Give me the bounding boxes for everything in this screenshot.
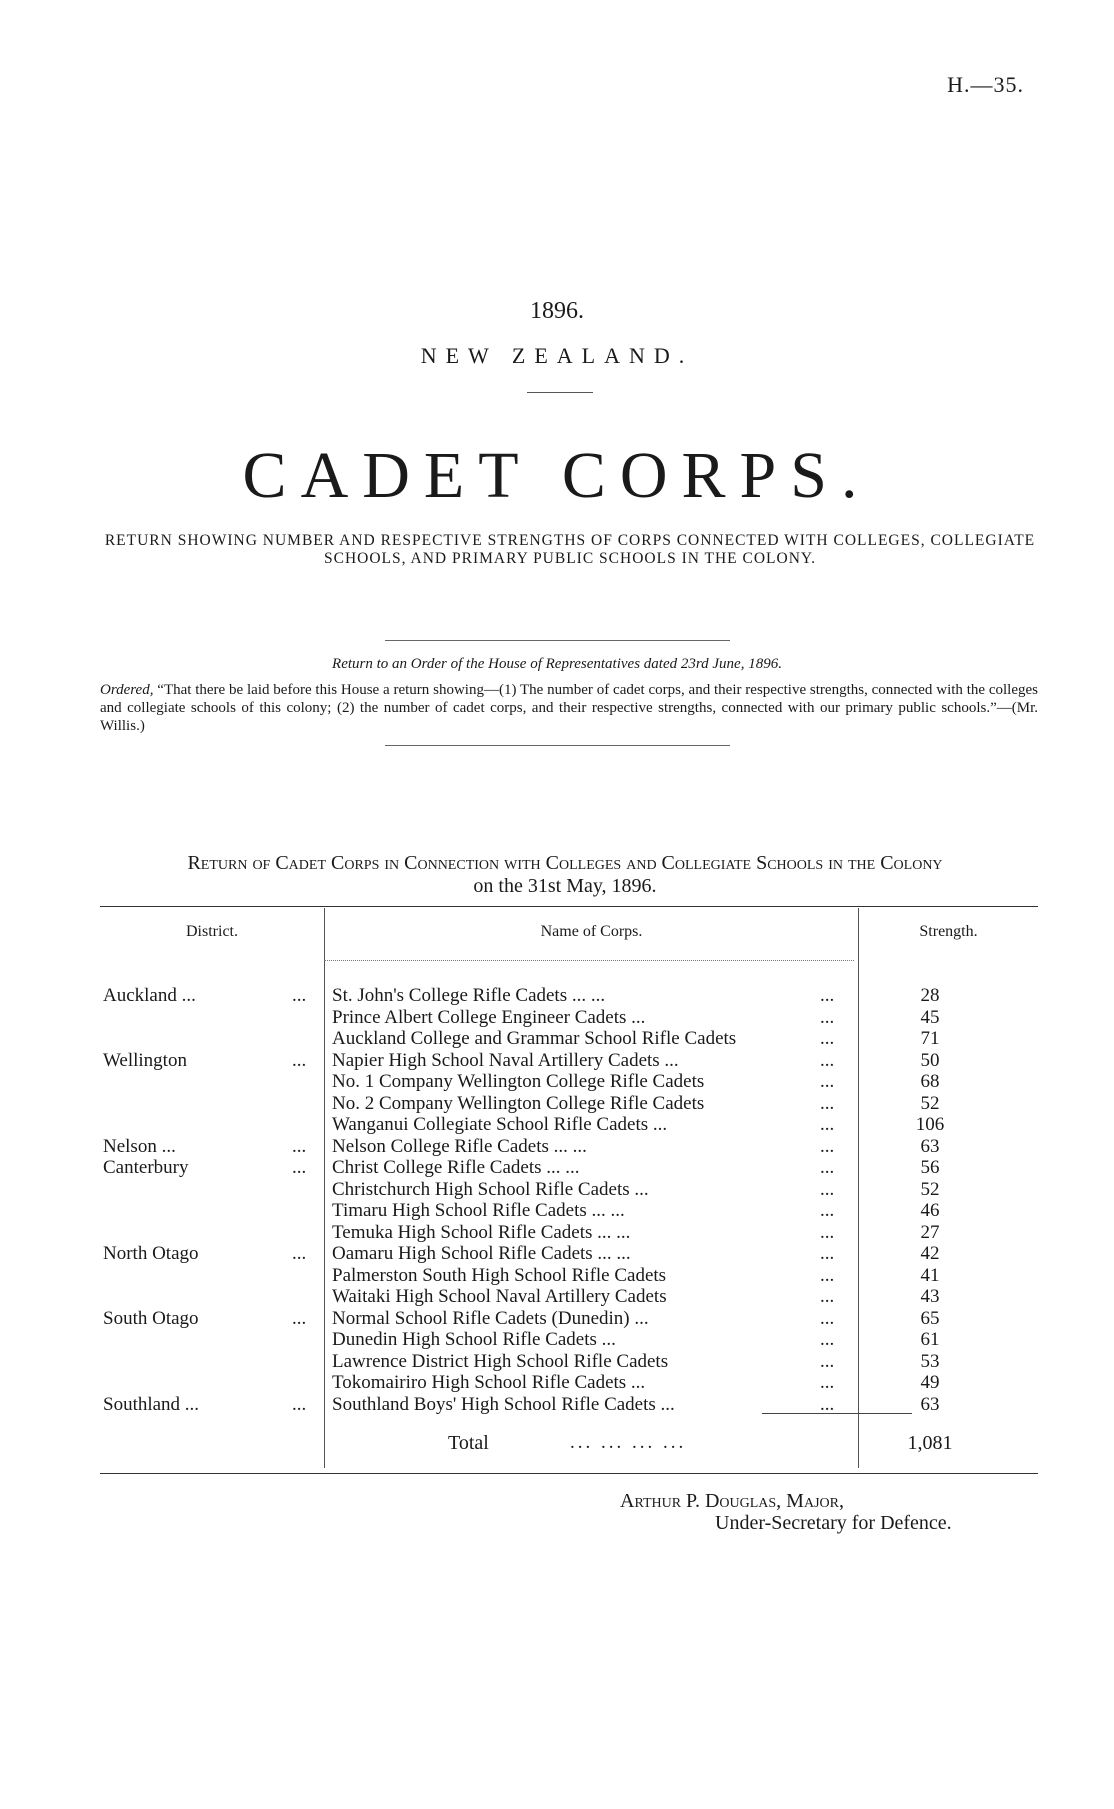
corps-cell: Wanganui Collegiate School Rifle Cadets ...: [332, 1114, 668, 1135]
table-row: [100, 1050, 1038, 1072]
strength-cell: 53: [920, 1350, 940, 1372]
district-leader: ...: [292, 1049, 307, 1071]
title-divider: [527, 392, 593, 393]
corps-leader: ...: [820, 1372, 835, 1393]
corps-cell: Timaru High School Rifle Cadets ... ...: [332, 1200, 625, 1221]
total-leader: ... ... ... ...: [570, 1432, 687, 1453]
corps-leader: ...: [820, 1200, 835, 1221]
strength-cell: 46: [920, 1200, 940, 1221]
table-caption-line1: Return of Cadet Corps in Connection with Colleges and Collegiate Schools in the Colony: [187, 852, 943, 874]
table-row: [100, 1372, 1038, 1394]
document-title: CADET CORPS.: [242, 439, 872, 512]
table-row: [100, 1222, 1038, 1244]
strength-cell: 61: [920, 1329, 940, 1350]
ordered-label: Ordered,: [100, 682, 154, 698]
strength-cell: 43: [920, 1286, 940, 1307]
table-caption-line2: on the 31st May, 1896.: [473, 875, 657, 897]
strength-cell: 41: [920, 1264, 940, 1286]
strength-cell: 28: [920, 985, 940, 1006]
page-reference: H.—35.: [947, 72, 1024, 97]
district-leader: ...: [292, 1157, 307, 1178]
corps-table-body: [100, 985, 1038, 1415]
corps-leader: ...: [820, 1307, 835, 1329]
strength-cell: 56: [920, 1157, 940, 1178]
corps-leader: ...: [820, 1157, 835, 1178]
header-strength: Strength.: [919, 923, 978, 940]
district-leader: ...: [292, 1307, 307, 1329]
district-leader: ...: [292, 1135, 307, 1157]
district-cell: Nelson ...: [103, 1135, 176, 1157]
strength-cell: 71: [920, 1028, 940, 1049]
corps-cell: Tokomairiro High School Rifle Cadets ...: [332, 1372, 646, 1393]
table-row: [100, 1157, 1038, 1179]
corps-cell: Nelson College Rifle Cadets ... ...: [332, 1135, 587, 1157]
district-leader: ...: [292, 1243, 307, 1264]
table-row: [100, 1093, 1038, 1115]
corps-cell: Christchurch High School Rifle Cadets ...: [332, 1178, 649, 1200]
table-row: [100, 1243, 1038, 1265]
order-divider-top: [385, 640, 730, 641]
corps-leader: ...: [820, 1243, 835, 1264]
strength-cell: 50: [920, 1049, 940, 1071]
country-heading: NEW ZEALAND.: [420, 343, 694, 368]
district-cell: Auckland ...: [103, 985, 196, 1006]
table-row: [100, 1179, 1038, 1201]
strength-cell: 68: [920, 1071, 940, 1092]
corps-leader: ...: [820, 1393, 835, 1415]
corps-cell: Normal School Rifle Cadets (Dunedin) ...: [332, 1307, 649, 1329]
header-separator: [324, 960, 854, 961]
table-bottom-rule: [100, 1473, 1038, 1474]
corps-leader: ...: [820, 1006, 835, 1028]
table-row: [100, 1028, 1038, 1050]
corps-cell: Napier High School Naval Artillery Cadets ...: [332, 1049, 679, 1071]
total-label: Total: [448, 1432, 489, 1454]
district-cell: Canterbury: [103, 1157, 189, 1178]
table-row: [100, 1351, 1038, 1373]
corps-leader: ...: [820, 1135, 835, 1157]
strength-cell: 65: [920, 1307, 940, 1329]
corps-cell: Auckland College and Grammar School Rifle Cadets: [332, 1028, 737, 1049]
corps-cell: No. 1 Company Wellington College Rifle Cadets: [332, 1071, 705, 1092]
total-rule: [762, 1413, 912, 1414]
corps-cell: Lawrence District High School Rifle Cadets: [332, 1350, 669, 1372]
strength-cell: 106: [915, 1114, 945, 1135]
corps-leader: ...: [820, 1028, 835, 1049]
strength-cell: 52: [920, 1178, 940, 1200]
table-row: [100, 1265, 1038, 1287]
strength-cell: 63: [920, 1393, 940, 1415]
district-leader: ...: [292, 985, 307, 1006]
table-row: [100, 1308, 1038, 1330]
corps-leader: ...: [820, 1114, 835, 1135]
total-value: 1,081: [907, 1432, 953, 1454]
order-divider-bottom: [385, 745, 730, 746]
corps-cell: Palmerston South High School Rifle Cadets: [332, 1264, 667, 1286]
district-cell: North Otago: [103, 1243, 199, 1264]
corps-leader: ...: [820, 1049, 835, 1071]
corps-cell: Christ College Rifle Cadets ... ...: [332, 1157, 580, 1178]
corps-leader: ...: [820, 1071, 835, 1092]
corps-cell: Southland Boys' High School Rifle Cadets ...: [332, 1393, 675, 1415]
table-row: [100, 1007, 1038, 1029]
table-top-rule: [100, 906, 1038, 907]
signatory-title: Under-Secretary for Defence.: [715, 1512, 952, 1534]
corps-leader: ...: [820, 1350, 835, 1372]
header-corps: Name of Corps.: [540, 923, 643, 940]
signatory-name: Arthur P. Douglas, Major,: [620, 1490, 844, 1512]
header-district: District.: [186, 923, 238, 940]
strength-cell: 42: [920, 1243, 940, 1264]
document-year: 1896.: [530, 298, 584, 324]
district-cell: Wellington: [103, 1049, 187, 1071]
ordered-text: “That there be laid before this House a return showing—(1) The number of cadet corps, and their respective strengths, connected with the colleges and collegiate schools of this colony; (2) the number of cadet corps, and their respective strengths, connected with our primary public schools.”—(Mr. Willis.): [100, 682, 1039, 734]
table-caption: [90, 852, 1040, 898]
district-cell: South Otago: [103, 1307, 199, 1329]
district-leader: ...: [292, 1393, 307, 1415]
table-row: [100, 1136, 1038, 1158]
corps-cell: Prince Albert College Engineer Cadets ...: [332, 1006, 646, 1028]
document-subtitle: RETURN SHOWING NUMBER AND RESPECTIVE STRENGTHS OF CORPS CONNECTED WITH COLLEGES, COLLEGIATE SCHOOLS, AND PRIMARY PUBLIC SCHOOLS IN THE COLONY.: [104, 532, 1036, 567]
strength-cell: 45: [920, 1006, 940, 1028]
table-row: [100, 1286, 1038, 1308]
corps-leader: ...: [820, 1264, 835, 1286]
corps-leader: ...: [820, 985, 835, 1006]
corps-leader: ...: [820, 1092, 835, 1114]
corps-cell: Waitaki High School Naval Artillery Cadets: [332, 1286, 667, 1307]
district-cell: Southland ...: [103, 1393, 200, 1415]
corps-cell: Temuka High School Rifle Cadets ... ...: [332, 1221, 631, 1243]
strength-cell: 27: [920, 1221, 940, 1243]
corps-leader: ...: [820, 1329, 835, 1350]
table-row: [100, 985, 1038, 1007]
corps-leader: ...: [820, 1178, 835, 1200]
corps-cell: No. 2 Company Wellington College Rifle Cadets: [332, 1092, 705, 1114]
table-row: [100, 1071, 1038, 1093]
corps-leader: ...: [820, 1286, 835, 1307]
return-order-line: Return to an Order of the House of Representatives dated 23rd June, 1896.: [332, 656, 782, 672]
corps-cell: Oamaru High School Rifle Cadets ... ...: [332, 1243, 631, 1264]
table-row: [100, 1394, 1038, 1416]
corps-cell: Dunedin High School Rifle Cadets ...: [332, 1329, 616, 1350]
corps-cell: St. John's College Rifle Cadets ... ...: [332, 985, 606, 1006]
table-row: [100, 1200, 1038, 1222]
strength-cell: 52: [920, 1092, 940, 1114]
strength-cell: 63: [920, 1135, 940, 1157]
table-row: [100, 1114, 1038, 1136]
table-row: [100, 1329, 1038, 1351]
corps-leader: ...: [820, 1221, 835, 1243]
order-paragraph: [100, 681, 1038, 735]
strength-cell: 49: [920, 1372, 940, 1393]
